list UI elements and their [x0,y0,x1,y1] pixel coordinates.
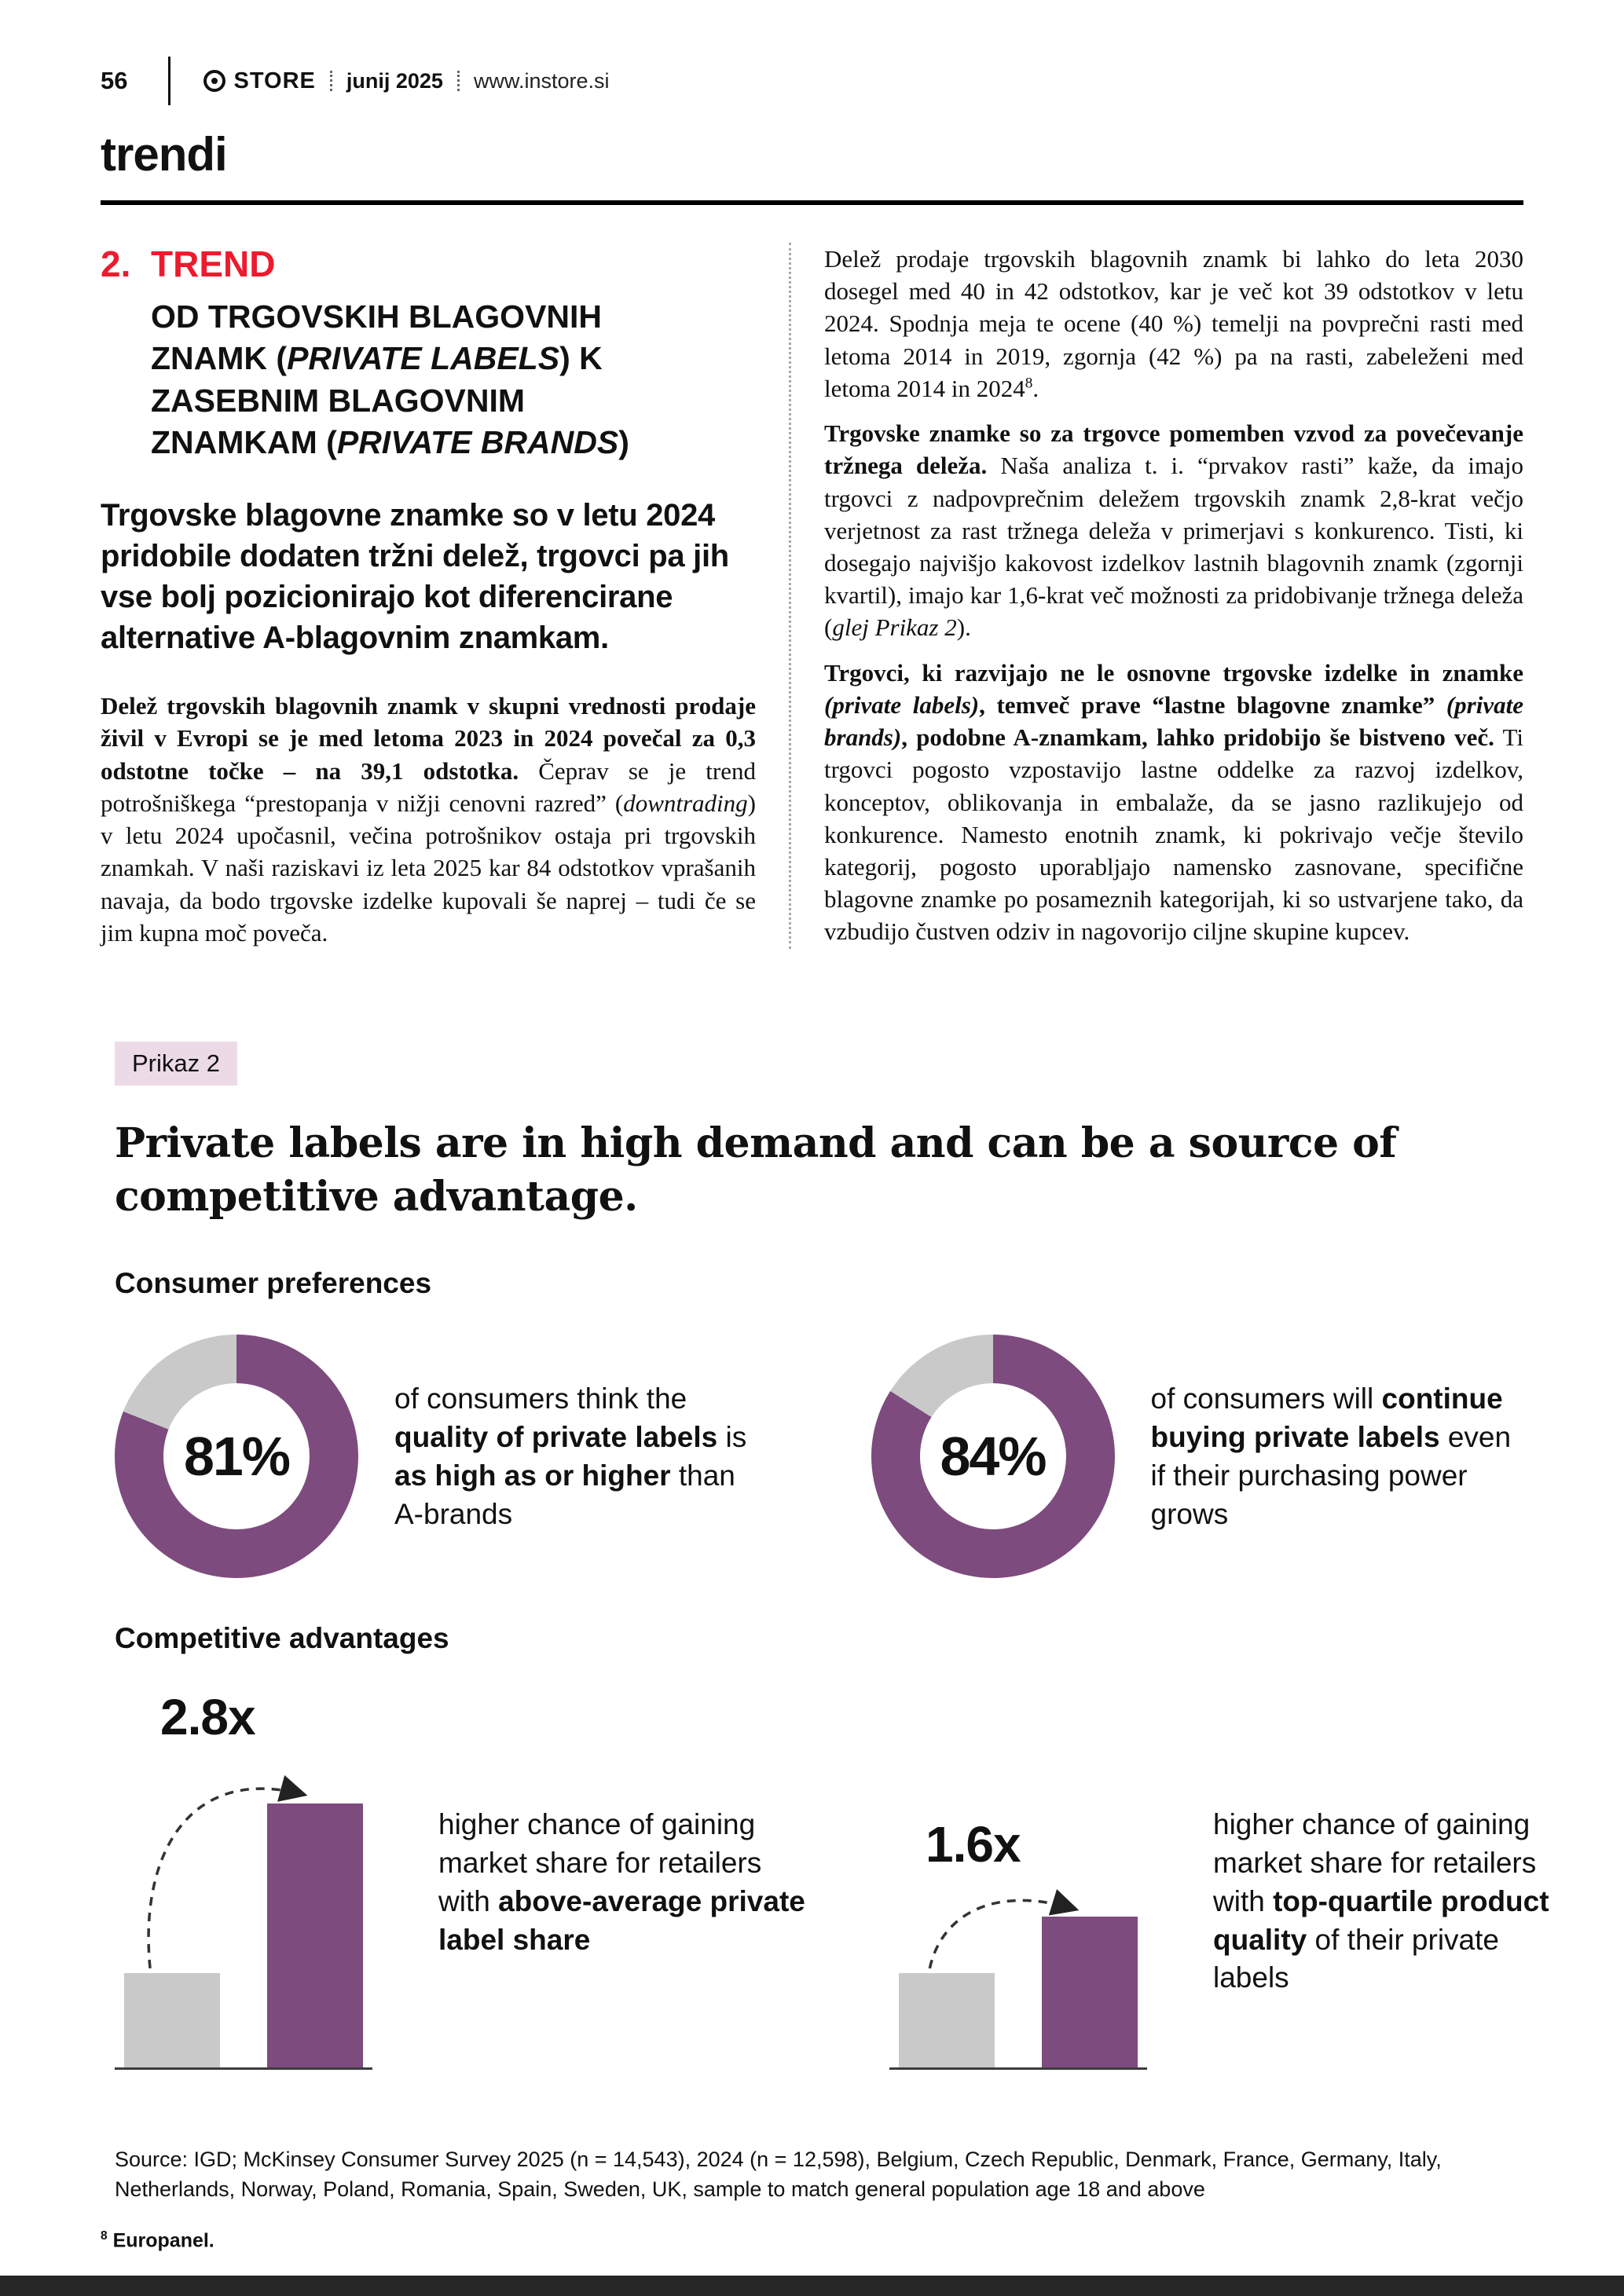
donut-value-label: 84% [940,1426,1046,1488]
footnote: $^8$ Europanel. [101,2228,214,2251]
instore-logo [203,68,315,94]
header-divider [168,57,170,105]
competitive-advantages-heading: Competitive advantages [115,1622,449,1655]
consumer-preferences-heading: Consumer preferences [115,1267,432,1300]
article-right-column [789,243,1523,949]
kicker-label: TREND [151,244,276,284]
logo-dot [211,78,218,84]
exhibit-title: Private labels are in high demand and can be a source of competitive advantage. [115,1119,1397,1221]
multiplier-label: 2.8x [160,1689,255,1746]
donut-charts-row [115,1335,1523,1578]
bar-chart-area [889,1677,1180,2070]
bar-caption-product-quality: higher chance of gaining market share for retailers with top-quartile product quality of their private labels [1213,1808,1549,1994]
donut-chart-quality [115,1335,358,1578]
website-url: www.instore.si [473,68,610,93]
page-body [0,127,1624,2251]
multiplier-label: 1.6x [926,1816,1021,1873]
article-lede: Trgovske blagovne znamke so v letu 2024 pridobile dodaten tržni delež, trgovci pa jih vse bolj pozicionirajo kot diferencirane alternative A-blagovnim znamkam. [101,498,729,656]
kicker-number: 2. [101,244,131,284]
section-rule [101,200,1523,205]
exhibit-2 [101,1042,1549,2205]
header-separator-icon [457,71,460,91]
article-paragraph-right-2: Trgovske znamke so za trgovce pomemben vzvod za povečevanje tržnega deleža. Naša analiza t. i. “prvakov rasti” kaže, da imajo trgovci z nadpovprečnim deležem trgovskih znamk 2,8-krat večjo verjetnost za rast tržnega deleža v primerjavi s konkurenco. Tisti, ki dosegajo najvišjo kakovost izdelkov lastnih blagovnih znamk (zgornji kvartil), imajo kar 1,6-krat več možnosti za pridobivanje tržnega deleža (glej Prikaz 2). [824,419,1523,642]
donut-hole [920,1383,1066,1529]
exhibit-badge: Prikaz 2 [115,1042,237,1086]
baseline-bar [124,1973,220,2067]
bar-chart-product-quality [889,1677,1582,2070]
bars-baseline-group [115,1803,372,2070]
bar-chart-private-label-share [115,1677,808,2070]
advantage-bar [267,1803,363,2067]
article-columns [101,243,1523,949]
advantage-bar [1042,1917,1138,2067]
bar-chart-area [115,1677,405,2070]
bar-charts-row [115,1677,1549,2070]
donut-caption-continue-buying: of consumers will continue buying private labels even if their purchasing power grows [1150,1382,1512,1531]
bar-caption-private-label-share: higher chance of gaining market share for retailers with above-average private label share [438,1808,805,1956]
donut-chart-continue-buying [871,1335,1115,1578]
bars-baseline-group [889,1917,1147,2070]
issue-date: junij 2025 [346,68,443,93]
article-kicker [101,243,756,463]
page-number: 56 [101,67,128,94]
logo-text: STORE [233,68,316,93]
baseline-bar [899,1973,995,2067]
article-paragraph-right-1: Delež prodaje trgovskih blagovnih znamk bi lahko do leta 2030 dosegel med 40 in 42 odstotkov, kar je več kot 39 odstotkov v letu 2024. Spodnja meja te ocene (40 %) temelji na povprečni rasti med letoma 2014 in 2019, zgornja (42 %) pa na rasti, zabeleženi med letoma 2014 in 2024$^8$. [824,245,1523,402]
article-paragraph-right-3: Trgovci, ki razvijajo ne le osnovne trgovske izdelke in znamke (private labels), temveč prave “lastne blagovne znamke” (private brands), podobne A-znamkam, lahko pridobijo še bistveno več. Ti trgovci pogosto vzpostavijo lastne oddelke za razvoj izdelkov, konceptov, oblikovanja in embalaže, da se jasno razlikujejo od konkurence. Namesto enotnih znamk, ki pokrivajo večje število kategorij, pogosto uporabljajo namensko zasnovane, specifične blagovne znamke po posameznih kategorijah, ki so ustvarjene tako, da vzbudijo čustven odziv in nagovorijo ciljne skupine kupcev. [824,658,1523,946]
kicker-body [151,243,669,463]
donut-value-label: 81% [183,1426,290,1488]
article-title: OD TRGOVSKIH BLAGOVNIH ZNAMK (PRIVATE LABELS) K ZASEBNIM BLAGOVNIM ZNAMKAM (PRIVATE BRANDS) [151,298,629,460]
page-bottom-edge [0,2276,1624,2296]
article-left-column [101,243,789,949]
article-paragraph-left: Delež trgovskih blagovnih znamk v skupni vrednosti prodaje živil v Evropi se je med letoma 2023 in 2024 povečal za 0,3 odstotne točke – na 39,1 odstotka. Čeprav se je trend potrošniškega “prestopanja v nižji cenovni razred” (downtrading) v letu 2024 upočasnil, večina potrošnikov ostaja pri trgovskih znamkah. V naši raziskavi iz leta 2025 kar 84 odstotkov vprašanih navaja, da bodo trgovske izdelke kupovali še naprej – tudi če se jim kupna moč poveča. [101,692,756,947]
section-title: trendi [101,128,227,181]
donut-caption-quality: of consumers think the quality of private labels is as high as or higher than A-brands [394,1382,747,1531]
source-note: Source: IGD; McKinsey Consumer Survey 2025 (n = 14,543), 2024 (n = 12,598), Belgium, Czech Republic, Denmark, France, Germany, Italy, Netherlands, Norway, Poland, Romania, Spain, Sweden, UK, sample to match general population age 18 and above [115,2148,1442,2201]
header-separator-icon [330,71,332,91]
page-header [0,0,1624,105]
donut-hole [163,1383,310,1529]
instore-logo-icon [203,70,225,92]
